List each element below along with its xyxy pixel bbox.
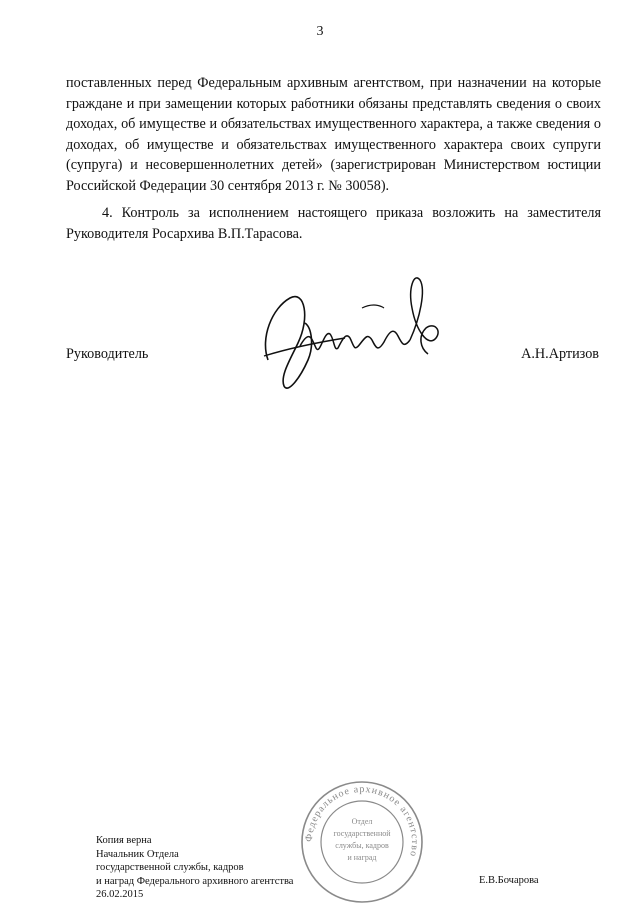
copy-certification <box>96 834 293 902</box>
stamp-line-1: Отдел <box>351 817 373 826</box>
copy-certifier-name: Е.В.Бочарова <box>479 875 539 886</box>
document-body <box>66 73 601 244</box>
stamp-line-3: службы, кадров <box>335 841 389 850</box>
stamp-line-4: и наград <box>347 853 377 862</box>
signatory-name: А.Н.Артизов <box>521 346 599 362</box>
paragraph-item-4: 4. Контроль за исполнением настоящего приказа возложить на заместителя Руководителя Росархива В.П.Тарасова. <box>66 205 601 242</box>
stamp-ring-text: Федеральное архивное агентство <box>303 783 421 859</box>
page-number: 3 <box>316 24 324 39</box>
copy-line-3: государственной службы, кадров <box>96 862 244 873</box>
copy-line-4: и наград Федерального архивного агентства <box>96 875 294 887</box>
copy-line-1: Копия верна <box>96 835 152 846</box>
official-stamp <box>298 780 426 905</box>
paragraph-continuation: поставленных перед Федеральным архивным агентством, при назначении на которые граждане и при замещении которых работники обязаны представлять сведения о своих доходах, об имуществе и обязательствах имущественного характера, а также сведения о доходах, об имуществе и обязательствах имущественного характера своих супруги (супруга) и несовершеннолетних детей» (зарегистрирован Министерством юстиции Российской Федерации 30 сентября 2013 г. № 30058). <box>66 75 601 194</box>
stamp-line-2: государственной <box>333 829 391 838</box>
handwritten-signature <box>250 268 450 408</box>
copy-date: 26.02.2015 <box>96 889 144 900</box>
signatory-title: Руководитель <box>66 346 149 362</box>
copy-line-2: Начальник Отдела <box>96 848 179 860</box>
